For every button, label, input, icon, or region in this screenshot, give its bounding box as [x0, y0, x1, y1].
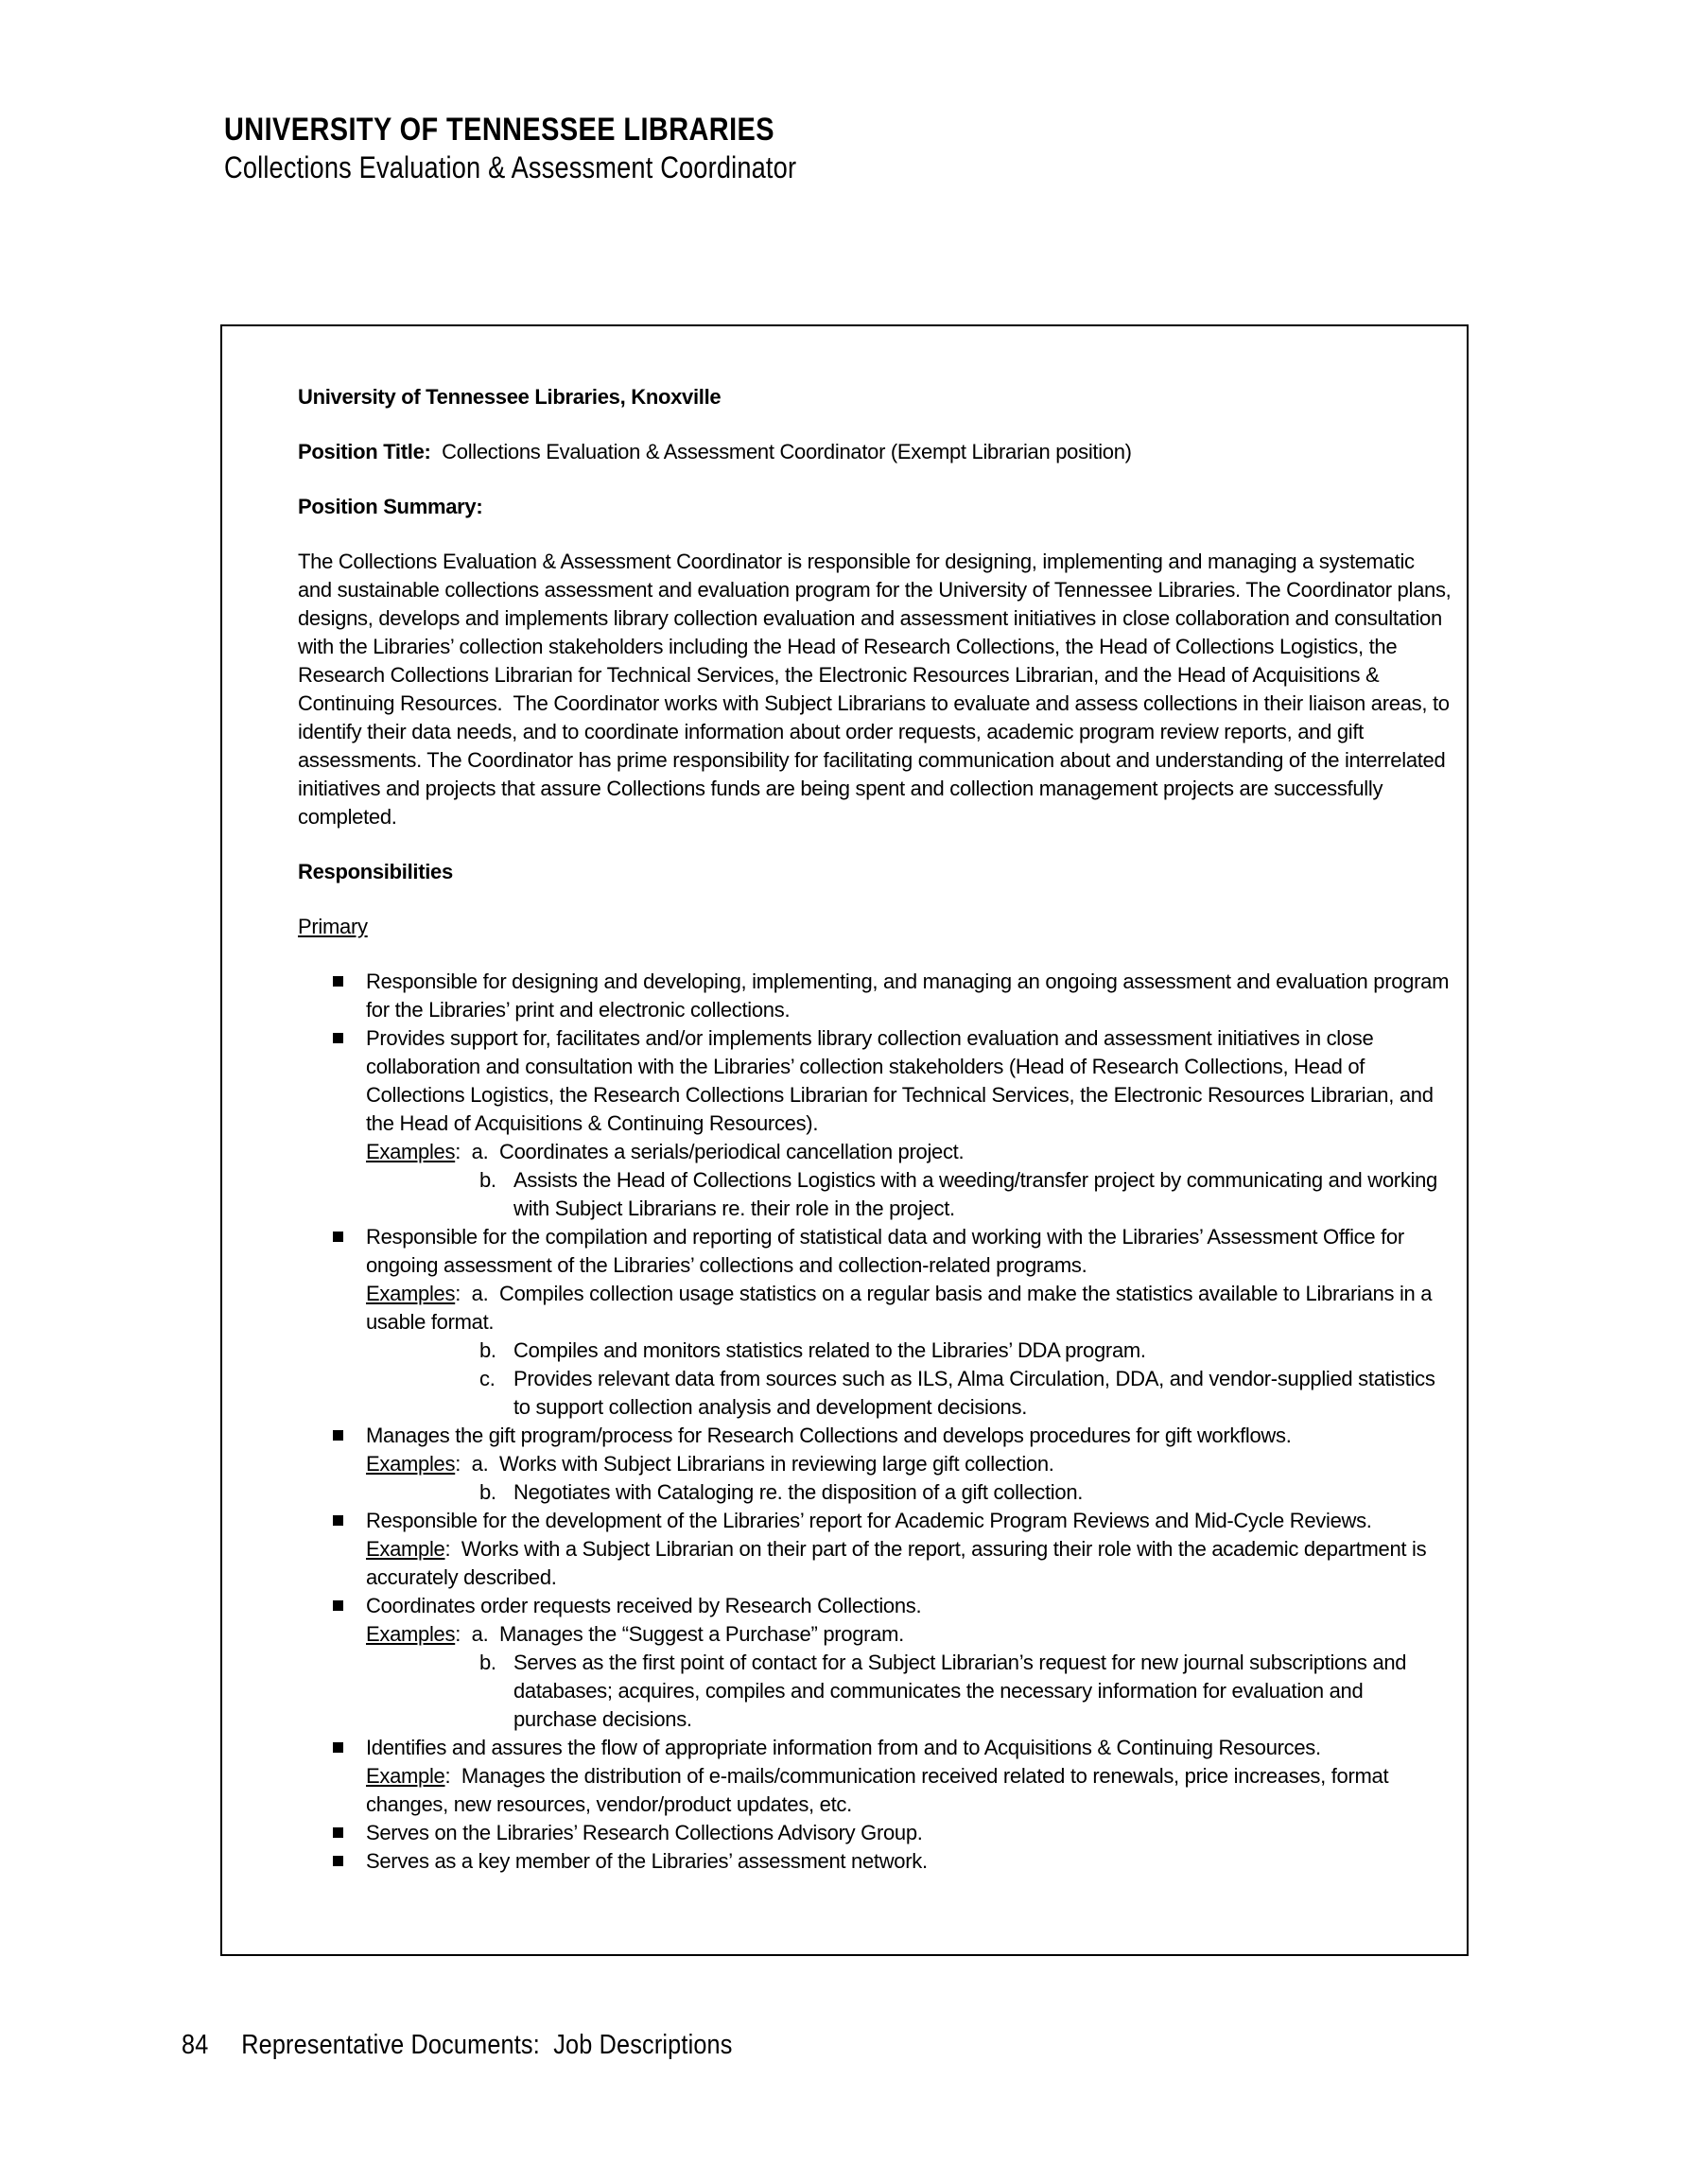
example-label: Example [366, 1537, 445, 1561]
responsibility-item [333, 1422, 1452, 1507]
position-title-value: Collections Evaluation & Assessment Coordinator (Exempt Librarian position) [430, 440, 1132, 463]
example-subitem-text: Serves as the first point of contact for a Subject Librarian’s request for new journal subscriptions and databases; acquires, compiles and communicates the necessary information for evaluation and purchase decisions. [513, 1651, 1413, 1731]
responsibility-item [333, 1819, 1452, 1847]
position-title-label: Position Title: [298, 440, 431, 463]
example-line [366, 1280, 1452, 1337]
example-label: Examples [366, 1282, 456, 1305]
example-line [366, 1450, 1452, 1478]
example-text: : a. Works with Subject Librarians in reviewing large gift collection. [455, 1452, 1054, 1476]
example-label: Example [366, 1764, 445, 1788]
responsibility-text: Serves as a key member of the Libraries’ assessment network. [366, 1849, 928, 1873]
example-text: : a. Compiles collection usage statistics on a regular basis and make the statistics available to Librarians in a usable format. [366, 1282, 1438, 1334]
responsibility-item [333, 1734, 1452, 1819]
responsibility-item [333, 1223, 1452, 1422]
example-text: : a. Coordinates a serials/periodical cancellation project. [455, 1140, 965, 1163]
example-line [366, 1620, 1452, 1649]
bullet-square-icon [333, 1600, 343, 1611]
bullet-square-icon [333, 1742, 343, 1753]
page-title: UNIVERSITY OF TENNESSEE LIBRARIES [224, 112, 774, 148]
responsibility-text: Responsible for designing and developing, implementing, and managing an ongoing assessment and evaluation program for the Libraries’ print and electronic collections. [366, 970, 1454, 1022]
position-summary-paragraph: The Collections Evaluation & Assessment Coordinator is responsible for designing, implementing and managing a systematic and sustainable collections assessment and evaluation program for the University of Tennessee Libraries. The Coordinator plans, designs, develops and implements library collection evaluation and assessment initiatives in close collaboration and consultation with the Libraries’ collection stakeholders including the Head of Research Collections, the Head of Collections Logistics, the Research Collections Librarian for Technical Services, the Electronic Resources Librarian, and the Head of Acquisitions & Continuing Resources. The Coordinator works with Subject Librarians to evaluate and assess collections in their liaison areas, to identify their data needs, and to coordinate information about order requests, academic program review reports, and gift assessments. The Coordinator has prime responsibility for facilitating communication about and understanding of the interrelated initiatives and projects that assure Collections funds are being spent and collection management projects are successfully completed. [298, 550, 1457, 829]
bullet-square-icon [333, 1033, 343, 1043]
primary-heading [298, 913, 1452, 941]
responsibility-text: Responsible for the development of the Libraries’ report for Academic Program Reviews and Mid-Cycle Reviews. [366, 1509, 1372, 1532]
page-header [224, 112, 897, 185]
example-text: : Manages the distribution of e-mails/communication received related to renewals, price increases, format changes, new resources, vendor/product updates, etc. [366, 1764, 1395, 1816]
responsibility-item [333, 1592, 1452, 1734]
responsibility-text: Provides support for, facilitates and/or implements library collection evaluation and assessment initiatives in close collaboration and consultation with the Libraries’ collection stakeholders (Head of Research Collections, Head of Collections Logistics, the Research Collections Librarian for Technical Services, the Electronic Resources Librarian, and the Head of Acquisitions & Continuing Resources). [366, 1026, 1439, 1135]
responsibilities-list [333, 968, 1452, 1876]
page-subtitle: Collections Evaluation & Assessment Coordinator [224, 150, 797, 184]
bullet-square-icon [333, 1515, 343, 1526]
bullet-square-icon [333, 1232, 343, 1242]
responsibility-text: Identifies and assures the flow of appropriate information from and to Acquisitions & Continuing Resources. [366, 1736, 1321, 1759]
responsibility-item [333, 1847, 1452, 1876]
responsibility-text: Serves on the Libraries’ Research Collections Advisory Group. [366, 1821, 923, 1844]
example-subitem-text: Compiles and monitors statistics related to the Libraries’ DDA program. [513, 1338, 1146, 1362]
primary-heading-label: Primary [298, 915, 368, 938]
example-subitem [479, 1337, 1452, 1365]
page-footer [182, 2030, 733, 2061]
responsibility-item [333, 968, 1452, 1024]
example-subitem-marker: b. [479, 1651, 496, 1674]
example-subitem-text: Assists the Head of Collections Logistics with a weeding/transfer project by communicating and working with Subject Librarians re. their role in the project. [513, 1168, 1443, 1220]
example-line [366, 1138, 1452, 1166]
example-label: Examples [366, 1452, 456, 1476]
job-description-box [220, 324, 1469, 1956]
example-text: : Works with a Subject Librarian on their part of the report, assuring their role with the academic department is accurately described. [366, 1537, 1433, 1589]
example-label: Examples [366, 1622, 456, 1646]
responsibility-text: Responsible for the compilation and reporting of statistical data and working with the Libraries’ Assessment Office for ongoing assessment of the Libraries’ collections and collection-related programs. [366, 1225, 1410, 1277]
bullet-square-icon [333, 1827, 343, 1838]
bullet-square-icon [333, 1856, 343, 1866]
example-subitem-marker: b. [479, 1338, 496, 1362]
example-subitem [479, 1478, 1452, 1507]
responsibility-item [333, 1507, 1452, 1592]
example-subitem-text: Provides relevant data from sources such as ILS, Alma Circulation, DDA, and vendor-supplied statistics to support collection analysis and development decisions. [513, 1367, 1441, 1419]
responsibilities-heading: Responsibilities [298, 860, 453, 883]
example-subitem-text: Negotiates with Cataloging re. the disposition of a gift collection. [513, 1480, 1084, 1504]
responsibility-item [333, 1024, 1452, 1223]
example-text: : a. Manages the “Suggest a Purchase” program. [455, 1622, 904, 1646]
responsibility-text: Manages the gift program/process for Research Collections and develops procedures for gift workflows. [366, 1424, 1292, 1447]
position-title-line [298, 438, 1452, 466]
bullet-square-icon [333, 976, 343, 987]
example-subitem [479, 1649, 1452, 1734]
example-subitem-marker: b. [479, 1480, 496, 1504]
position-summary-label: Position Summary: [298, 495, 483, 518]
example-subitem-marker: c. [479, 1367, 496, 1390]
example-line [366, 1762, 1452, 1819]
responsibility-text: Coordinates order requests received by Research Collections. [366, 1594, 922, 1617]
example-line [366, 1535, 1452, 1592]
page-number: 84 [182, 2030, 209, 2060]
example-subitem [479, 1365, 1452, 1422]
bullet-square-icon [333, 1430, 343, 1441]
org-line: University of Tennessee Libraries, Knoxville [298, 385, 722, 409]
footer-section-title: Representative Documents: Job Descriptions [241, 2030, 733, 2060]
example-subitem-marker: b. [479, 1168, 496, 1192]
example-label: Examples [366, 1140, 456, 1163]
example-subitem [479, 1166, 1452, 1223]
